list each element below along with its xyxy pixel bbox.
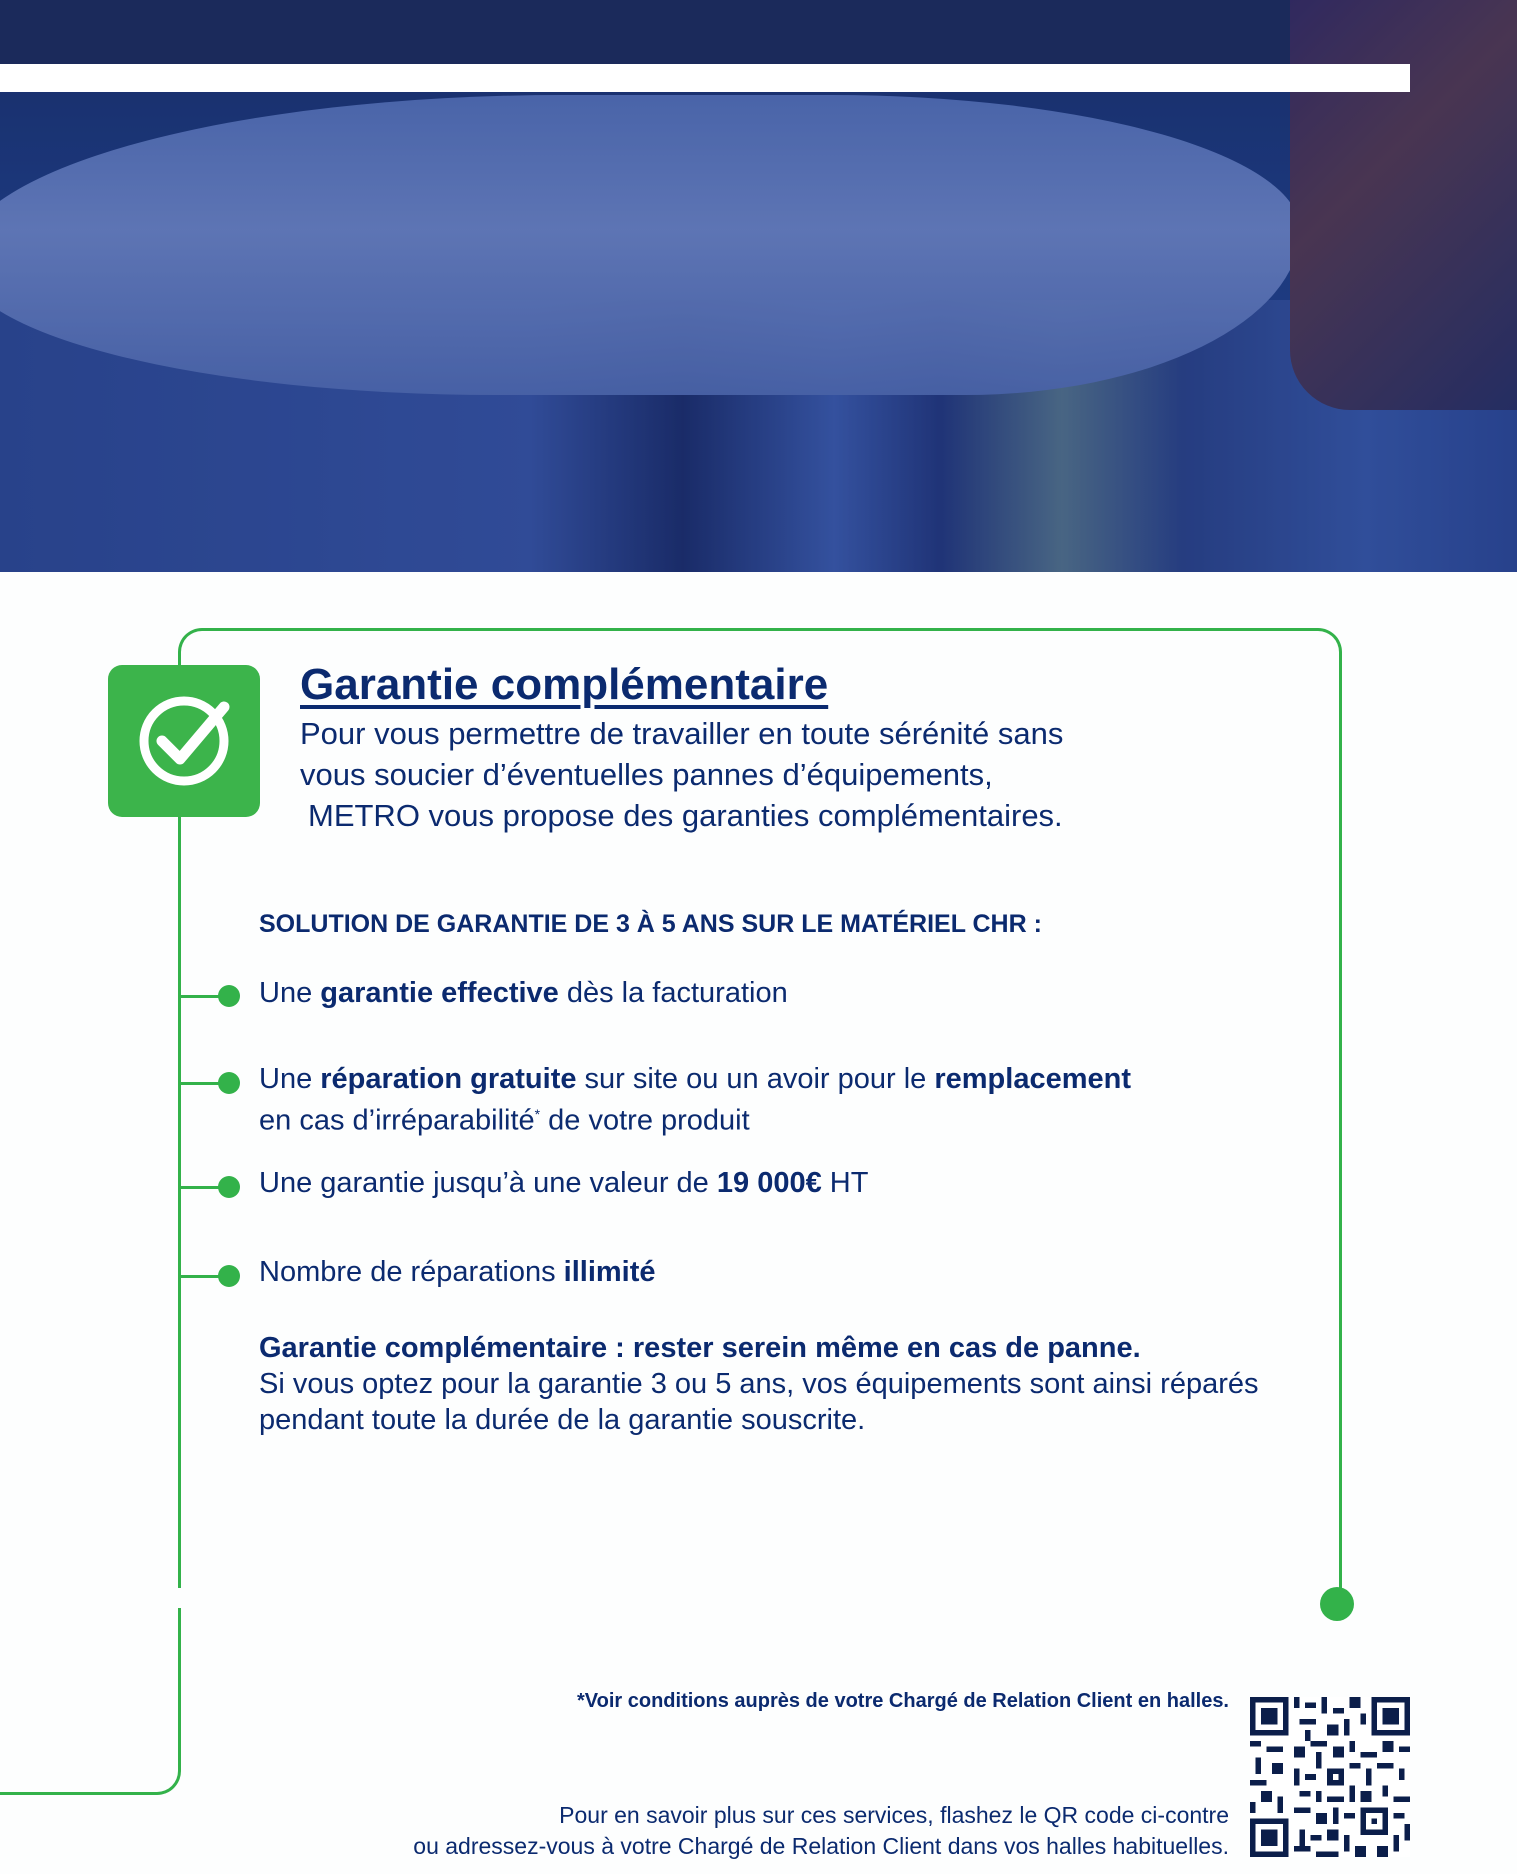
closing-heading: Garantie complémentaire : rester serein même en cas de panne. <box>259 1332 1141 1364</box>
more-info: Pour en savoir plus sur ces services, flashez le QR code ci-contre ou adressez-vous à votre Chargé de Relation Client dans vos halles habituelles. <box>413 1802 1229 1859</box>
bullet-dot <box>218 1265 240 1287</box>
intro-line: vous soucier d’éventuelles pannes d’équipements, <box>300 757 993 792</box>
qr-code-icon[interactable] <box>1250 1697 1410 1857</box>
bullet-item: Une garantie effective dès la facturation <box>259 977 788 1009</box>
bullet-dot <box>218 985 240 1007</box>
closing-line: Si vous optez pour la garantie 3 ou 5 ans, vos équipements sont ainsi réparés <box>259 1368 1259 1400</box>
section-title: Garantie complémentaire <box>300 660 829 709</box>
intro-line: Pour vous permettre de travailler en toute sérénité sans <box>300 716 1064 751</box>
intro-text <box>300 713 1063 836</box>
bullet-item: Nombre de réparations illimité <box>259 1256 656 1288</box>
timeline-frame-bottom <box>0 1500 181 1795</box>
footnote: *Voir conditions auprès de votre Chargé de Relation Client en halles. <box>577 1690 1229 1712</box>
hero-white-band <box>0 64 1410 92</box>
bullet-item: Une réparation gratuite sur site ou un avoir pour le remplacement en cas d’irréparabilité* de votre produit <box>259 1063 1131 1137</box>
subheading: SOLUTION DE GARANTIE DE 3 À 5 ANS SUR LE MATÉRIEL CHR : <box>259 910 1042 938</box>
bullet-item: Une garantie jusqu’à une valeur de 19 000€ HT <box>259 1167 869 1199</box>
bullet-dot <box>218 1176 240 1198</box>
check-badge <box>108 665 260 817</box>
timeline-end-dot <box>1320 1587 1354 1621</box>
check-circle-icon <box>132 689 236 793</box>
bullet-dot <box>218 1072 240 1094</box>
closing-line: pendant toute la durée de la garantie souscrite. <box>259 1404 866 1436</box>
intro-line: METRO vous propose des garanties complémentaires. <box>308 798 1063 833</box>
closing-paragraph <box>259 1330 1259 1438</box>
hero-photo <box>0 0 1517 572</box>
